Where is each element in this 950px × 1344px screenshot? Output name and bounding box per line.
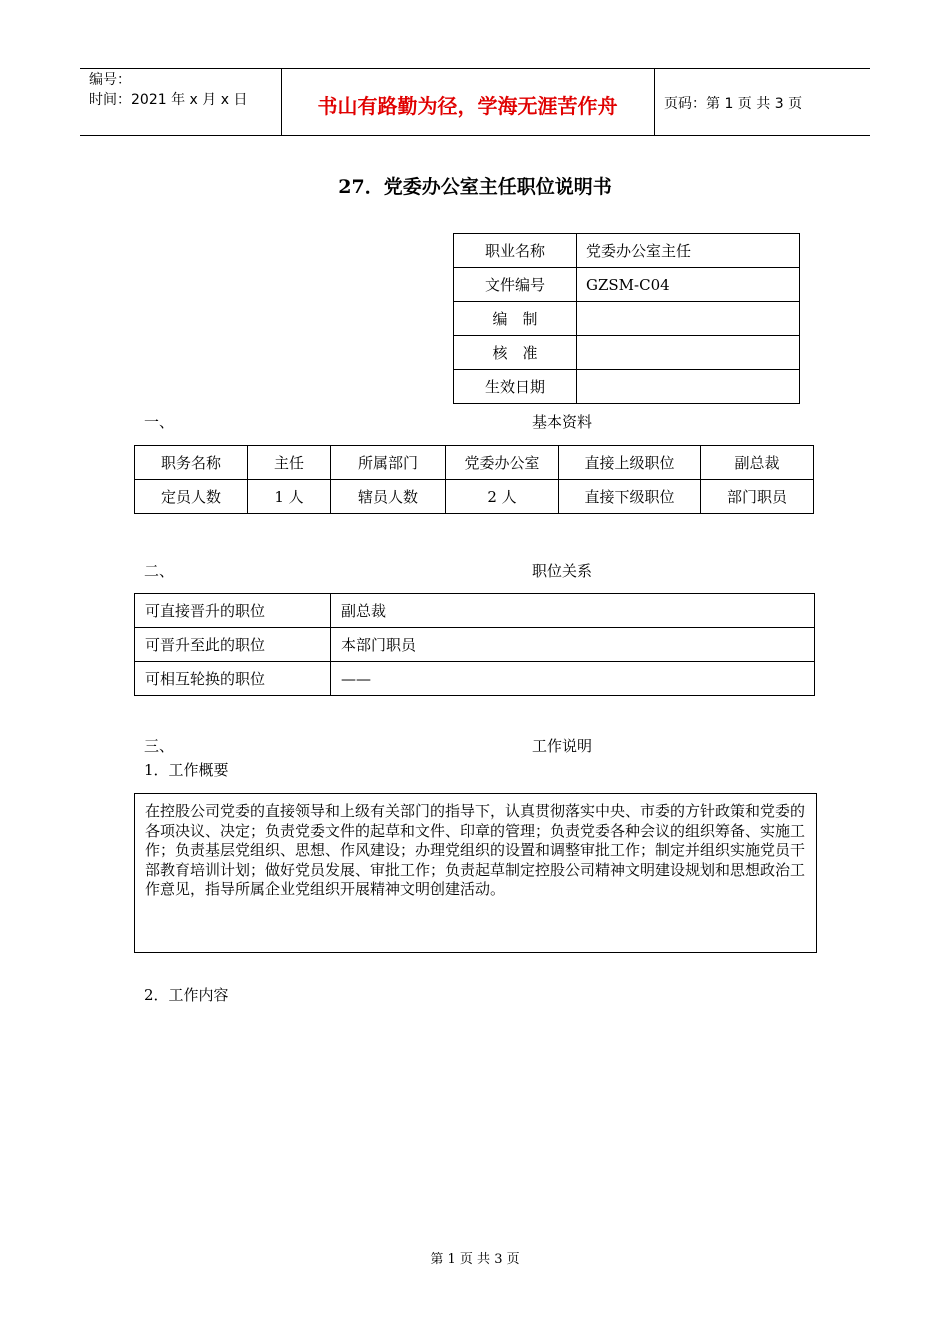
meta-key: 文件编号 <box>454 268 577 302</box>
relation-label: 可晋升至此的职位 <box>135 628 331 662</box>
section-title: 基本资料 <box>532 413 593 431</box>
content-heading: 2．工作内容 <box>144 986 229 1004</box>
table-cell: 辖员人数 <box>331 480 446 514</box>
header-top-rule <box>80 68 870 69</box>
table-cell: 职务名称 <box>135 446 248 480</box>
header-motto: 书山有路勤为径，学海无涯苦作舟 <box>317 94 618 118</box>
meta-value <box>577 336 800 370</box>
meta-key: 生效日期 <box>454 370 577 404</box>
header-meta <box>89 70 247 110</box>
table-cell: 直接下级职位 <box>559 480 701 514</box>
table-row <box>454 234 800 268</box>
relation-label: 可相互轮换的职位 <box>135 662 331 696</box>
relation-value: —— <box>331 662 815 696</box>
overview-text: 在控股公司党委的直接领导和上级有关部门的指导下，认真贯彻落实中央、市委的方针政策和党委的各项决议、决定；负责党委文件的起草和文件、印章的管理；负责党委各种会议的组织筹备、实施工作；负责基层党组织、思想、作风建设；办理党组织的设置和调整审批工作；制定并组织实施党员干部教育培训计划；做好党员发展、审批工作；负责起草制定控股公司精神文明建设规划和思想政治工作意见，指导所属企业党组织开展精神文明创建活动。 <box>134 793 817 953</box>
time-text: 时间：2021 年 x 月 x 日 <box>89 92 248 108</box>
meta-key: 职业名称 <box>454 234 577 268</box>
section-number: 二、 <box>144 562 175 580</box>
table-row <box>454 370 800 404</box>
section-title: 工作说明 <box>532 737 593 755</box>
table-row <box>454 268 800 302</box>
table-row <box>135 662 815 696</box>
meta-value <box>577 370 800 404</box>
table-row <box>135 594 815 628</box>
table-cell: 直接上级职位 <box>559 446 701 480</box>
meta-key: 编 制 <box>454 302 577 336</box>
table-row <box>454 302 800 336</box>
document-title: 27．党委办公室主任职位说明书 <box>338 176 612 198</box>
section-number: 一、 <box>144 413 175 431</box>
overview-heading: 1．工作概要 <box>144 761 229 779</box>
table-cell: 定员人数 <box>135 480 248 514</box>
table-cell: 所属部门 <box>331 446 446 480</box>
basic-info-table <box>134 445 814 514</box>
meta-value <box>577 302 800 336</box>
meta-value: 党委办公室主任 <box>577 234 800 268</box>
table-cell: 部门职员 <box>701 480 814 514</box>
page-footer: 第 1 页 共 3 页 <box>430 1252 520 1267</box>
table-cell: 副总裁 <box>701 446 814 480</box>
page-code: 页码：第 1 页 共 3 页 <box>664 96 803 112</box>
number-label: 编号： <box>89 72 131 88</box>
meta-table <box>453 233 800 404</box>
meta-key: 核 准 <box>454 336 577 370</box>
header-bottom-rule <box>80 135 870 136</box>
table-cell: 党委办公室 <box>446 446 559 480</box>
table-row <box>135 628 815 662</box>
table-row <box>135 480 814 514</box>
section-title: 职位关系 <box>532 562 593 580</box>
table-cell: 1 人 <box>248 480 331 514</box>
header-divider <box>654 68 655 135</box>
section-number: 三、 <box>144 737 175 755</box>
relation-value: 副总裁 <box>331 594 815 628</box>
relation-label: 可直接晋升的职位 <box>135 594 331 628</box>
relation-table <box>134 593 815 696</box>
table-cell: 主任 <box>248 446 331 480</box>
table-row <box>454 336 800 370</box>
table-row <box>135 446 814 480</box>
table-cell: 2 人 <box>446 480 559 514</box>
relation-value: 本部门职员 <box>331 628 815 662</box>
meta-value: GZSM-C04 <box>577 268 800 302</box>
